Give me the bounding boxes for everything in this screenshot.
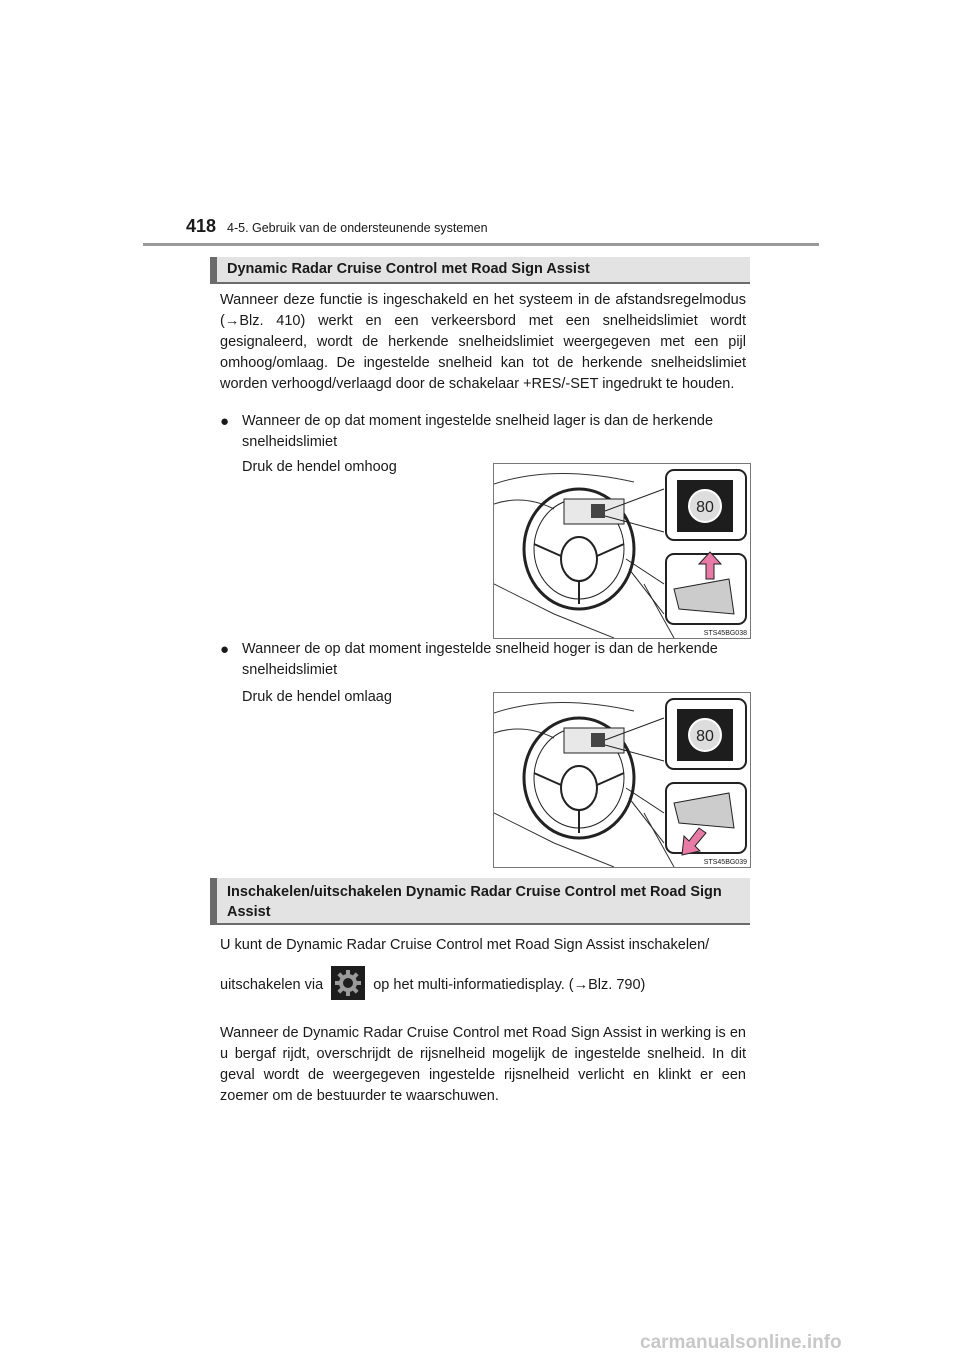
bullet-higher-speed	[220, 639, 746, 681]
figure-code: STS45BG039	[703, 859, 747, 866]
figure-lever-down	[493, 692, 751, 868]
enable-line-2	[220, 968, 746, 1002]
bullet-text: Wanneer de op dat moment ingestelde snelheid hoger is dan de herkende snelheidslimiet	[242, 641, 718, 678]
settings-gear-icon	[331, 966, 365, 1000]
warning-paragraph: Wanneer de Dynamic Radar Cruise Control met Road Sign Assist in werking is en u bergaf rijdt, overschrijdt de rijsnelheid mogelijk de ingestelde snelheid. In dit geval wordt de weergegeven ingestelde rijsnelheid verlicht en klinkt er een zoemer om de bestuurder te waarschuwen.	[220, 1025, 746, 1104]
intro-paragraph: Wanneer deze functie is ingeschakeld en het systeem in de afstandsregelmodus (→Blz. 410) werkt en een verkeersbord met een snelheidslimiet wordt gesignaleerd, wordt de herkende snelheidslimiet weergegeven met een pijl omhoog/omlaag. De ingestelde snelheid kan tot de herkende snelheidslimiet worden verhoogd/verlaagd door de schakelaar +RES/-SET ingedrukt te houden.	[220, 292, 746, 392]
watermark: carmanualsonline.info	[640, 1332, 842, 1353]
instruction-push-down: Druk de hendel omlaag	[242, 689, 392, 705]
figure-code: STS45BG038	[703, 630, 747, 637]
speed-sign-value: 80	[696, 499, 714, 516]
enable-line-2-end: op het multi-informatiedisplay. (→Blz. 790)	[373, 976, 646, 993]
steering-wheel-illustration	[494, 693, 750, 867]
enable-line-1: U kunt de Dynamic Radar Cruise Control met Road Sign Assist inschakelen/	[220, 937, 710, 953]
bullet-dot: ●	[220, 413, 230, 430]
instruction-push-up: Druk de hendel omhoog	[242, 459, 397, 475]
enable-line-2-start: uitschakelen via	[220, 976, 324, 993]
figure-lever-up	[493, 463, 751, 639]
section-heading-enable-disable: Inschakelen/uitschakelen Dynamic Radar Cruise Control met Road Sign Assist	[210, 878, 750, 925]
bullet-lower-speed	[220, 411, 746, 453]
bullet-text: Wanneer de op dat moment ingestelde snelheid lager is dan de herkende snelheidslimiet	[242, 413, 714, 450]
section-heading-road-sign-assist: Dynamic Radar Cruise Control met Road Sign Assist	[210, 257, 750, 284]
steering-wheel-illustration	[494, 464, 750, 638]
speed-sign-value: 80	[696, 728, 714, 745]
page-number: 418	[186, 216, 217, 236]
bullet-dot: ●	[220, 641, 230, 658]
chapter-title: 4-5. Gebruik van de ondersteunende systemen	[227, 221, 488, 235]
header-rule	[143, 243, 819, 246]
